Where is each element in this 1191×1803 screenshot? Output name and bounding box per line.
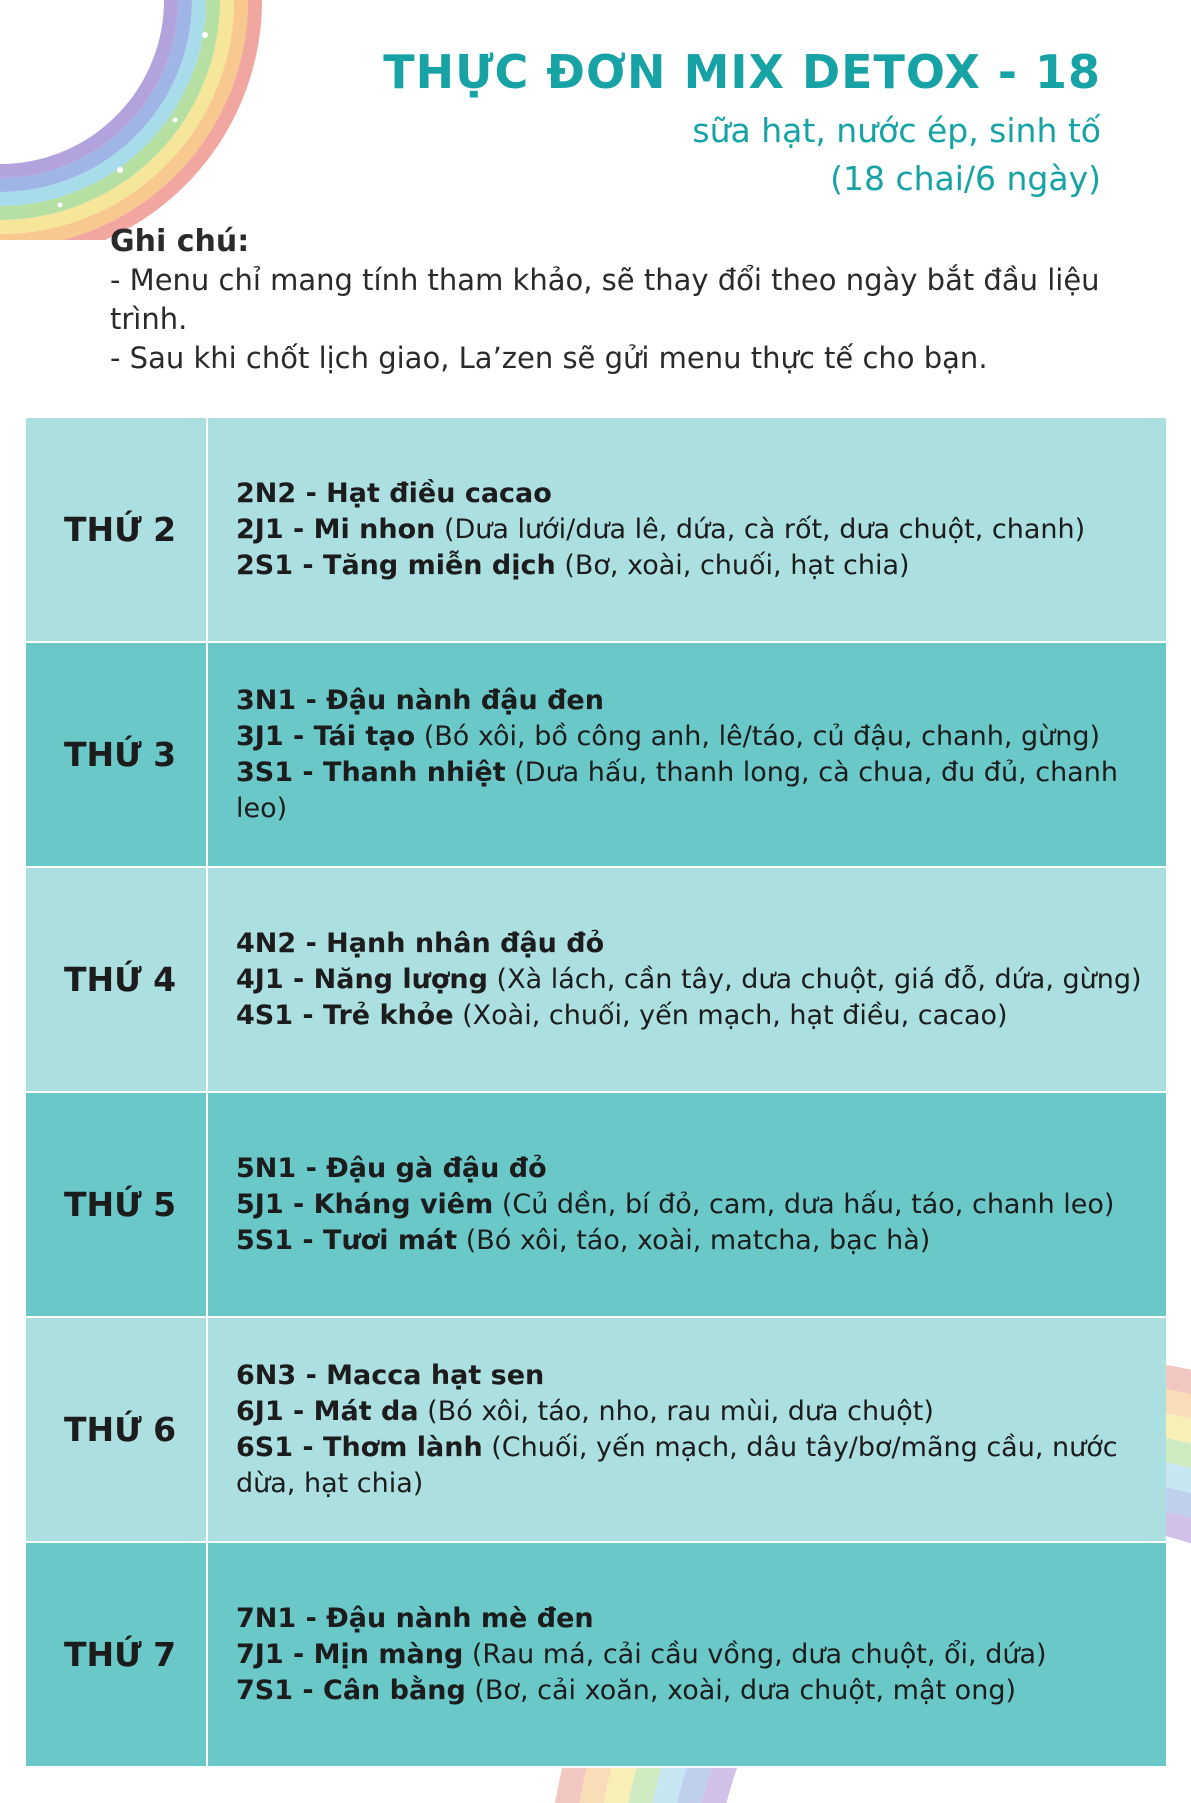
- menu-items: [208, 418, 1166, 641]
- menu-row: [26, 1318, 1166, 1543]
- notes-line-2: - Sau khi chốt lịch giao, La’zen sẽ gửi menu thực tế cho bạn.: [110, 341, 988, 375]
- menu-item: 5J1 - Kháng viêm (Củ dền, bí đỏ, cam, dưa hấu, táo, chanh leo): [236, 1188, 1115, 1220]
- notes: [110, 222, 1110, 378]
- menu-item: 4S1 - Trẻ khỏe (Xoài, chuối, yến mạch, hạt điều, cacao): [236, 999, 1008, 1031]
- menu-items: [208, 1093, 1166, 1316]
- page-title: THỰC ĐƠN MIX DETOX - 18: [383, 45, 1101, 99]
- menu-item: 6N3 - Macca hạt sen: [236, 1359, 545, 1391]
- menu-items: [208, 1318, 1166, 1541]
- menu-item: 7S1 - Cân bằng (Bơ, cải xoăn, xoài, dưa chuột, mật ong): [236, 1674, 1016, 1706]
- day-label: THỨ 2: [26, 418, 208, 641]
- menu-item: 2J1 - Mi nhon (Dưa lưới/dưa lê, dứa, cà rốt, dưa chuột, chanh): [236, 513, 1086, 545]
- menu-items: [208, 868, 1166, 1091]
- menu-item: 2S1 - Tăng miễn dịch (Bơ, xoài, chuối, hạt chia): [236, 549, 910, 581]
- menu-item: 7J1 - Mịn màng (Rau má, cải cầu vồng, dưa chuột, ổi, dứa): [236, 1638, 1047, 1670]
- day-label: THỨ 3: [26, 643, 208, 866]
- day-label: THỨ 4: [26, 868, 208, 1091]
- menu-item: 3N1 - Đậu nành đậu đen: [236, 684, 604, 716]
- menu-item: 6J1 - Mát da (Bó xôi, táo, nho, rau mùi, dưa chuột): [236, 1395, 934, 1427]
- menu-item: 3S1 - Thanh nhiệt (Dưa hấu, thanh long, cà chua, đu đủ, chanh leo): [236, 756, 1118, 824]
- page-subtitle: [383, 107, 1101, 203]
- menu-item: 3J1 - Tái tạo (Bó xôi, bồ công anh, lê/táo, củ đậu, chanh, gừng): [236, 720, 1101, 752]
- menu-item: 5S1 - Tươi mát (Bó xôi, táo, xoài, matcha, bạc hà): [236, 1224, 931, 1256]
- menu-item: 2N2 - Hạt điều cacao: [236, 477, 552, 509]
- day-label: THỨ 5: [26, 1093, 208, 1316]
- menu-item: 5N1 - Đậu gà đậu đỏ: [236, 1152, 547, 1184]
- day-label: THỨ 6: [26, 1318, 208, 1541]
- menu-item: 4N2 - Hạnh nhân đậu đỏ: [236, 927, 605, 959]
- menu-item: 6S1 - Thơm lành (Chuối, yến mạch, dâu tây/bơ/mãng cầu, nước dừa, hạt chia): [236, 1431, 1118, 1499]
- subtitle-line-2: (18 chai/6 ngày): [830, 159, 1101, 198]
- menu-table: [26, 418, 1166, 1768]
- menu-items: [208, 643, 1166, 866]
- menu-item: 4J1 - Năng lượng (Xà lách, cần tây, dưa chuột, giá đỗ, dứa, gừng): [236, 963, 1142, 995]
- menu-row: [26, 418, 1166, 643]
- menu-items: [208, 1543, 1166, 1766]
- notes-title: Ghi chú:: [110, 224, 250, 259]
- day-label: THỨ 7: [26, 1543, 208, 1766]
- rainbow-decoration-top: [0, 0, 280, 240]
- notes-line-1: - Menu chỉ mang tính tham khảo, sẽ thay đổi theo ngày bắt đầu liệu trình.: [110, 263, 1100, 336]
- menu-row: [26, 868, 1166, 1093]
- subtitle-line-1: sữa hạt, nước ép, sinh tố: [692, 111, 1101, 150]
- menu-row: [26, 643, 1166, 868]
- menu-item: 7N1 - Đậu nành mè đen: [236, 1602, 594, 1634]
- menu-row: [26, 1543, 1166, 1768]
- header: [383, 45, 1101, 203]
- menu-row: [26, 1093, 1166, 1318]
